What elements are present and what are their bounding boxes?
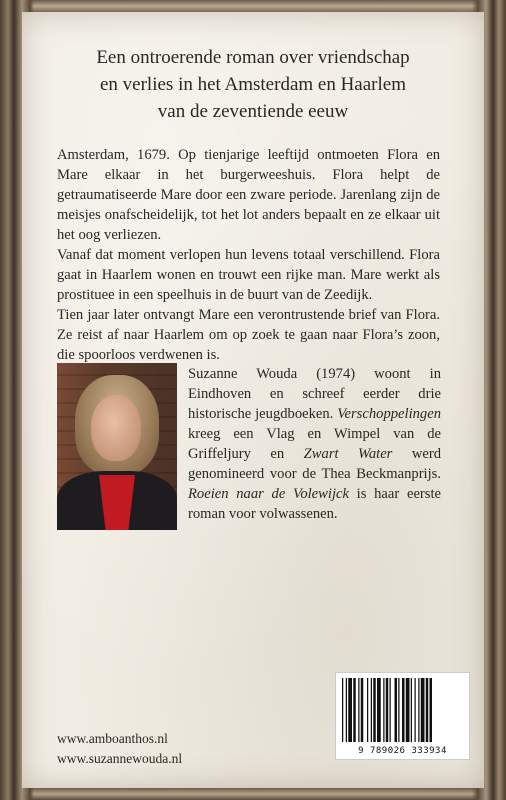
blurb [57, 145, 440, 365]
bio-book-title-1: Verschoppelingen [337, 406, 441, 422]
barcode-bars [342, 678, 465, 742]
isbn-number: 9 789026 333934 [358, 746, 447, 756]
author-bio [188, 364, 441, 524]
blurb-paragraph-2: Vanaf dat moment verlopen hun levens totaal verschillend. Flora gaat in Haarlem wonen en trouwt een rijke man. Mare werkt als prostituee in een speelhuis in de buurt van de Zeedijk. [57, 247, 440, 303]
publisher-link[interactable]: www.amboanthos.nl [57, 731, 168, 746]
website-links [57, 729, 182, 769]
blurb-paragraph-1: Amsterdam, 1679. Op tienjarige leeftijd ontmoeten Flora en Mare elkaar in het burgerweeshuis. Flora helpt de getraumatiseerde Mare door een zware periode. Jarenlang zijn de meisjes onafscheidelijk, tot het lot anders bepaalt en ze elkaar uit het oog verliezen. [57, 147, 440, 243]
isbn-barcode [335, 672, 470, 760]
tagline-line-2: en verlies in het Amsterdam en Haarlem [99, 74, 406, 95]
bio-text-3: werd genomineerd voor de Thea Beckmanprijs. [188, 446, 442, 482]
bio-book-title-2: Zwart Water [303, 446, 393, 462]
author-photo [57, 363, 177, 530]
author-link[interactable]: www.suzannewouda.nl [57, 751, 183, 766]
bio-text-1: Suzanne Wouda (1974) woont in Eindhoven en schreef eerder drie historische jeugdboeken. [188, 366, 441, 422]
blurb-paragraph-3: Tien jaar later ontvangt Mare een verontrustende brief van Flora. Ze reist af naar Haarlem om op zoek te gaan naar Flora’s zoon, die spoorloos verdwenen is. [57, 307, 440, 363]
bio-text-2: kreeg een Vlag en Wimpel van de Griffeljury en [188, 426, 441, 462]
tagline-line-1: Een ontroerende roman over vriendschap [96, 47, 410, 68]
tagline-line-3: van de zeventiende eeuw [157, 101, 349, 122]
tagline [22, 44, 484, 125]
bio-book-title-3: Roeien naar de Volewijck [188, 486, 349, 502]
bio-text-4: is haar eerste roman voor volwassenen. [188, 486, 441, 522]
